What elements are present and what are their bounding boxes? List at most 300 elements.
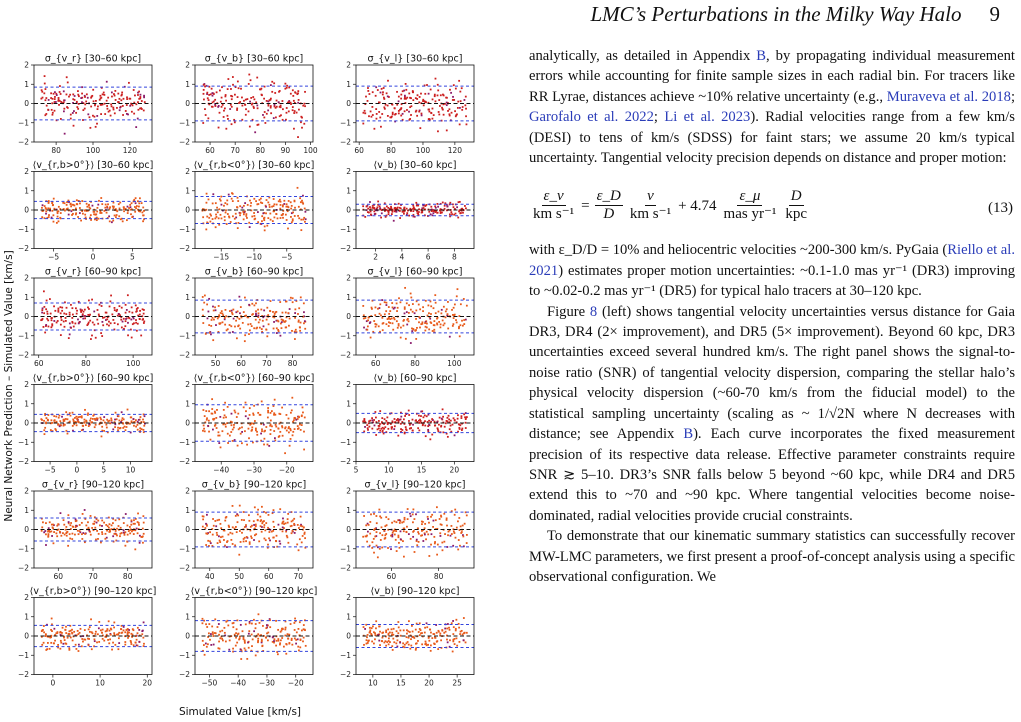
scatter-point xyxy=(443,306,445,308)
scatter-point xyxy=(364,112,366,114)
scatter-point xyxy=(241,431,243,433)
scatter-point xyxy=(111,313,113,315)
scatter-point xyxy=(114,419,116,421)
scatter-point xyxy=(406,109,408,111)
scatter-point xyxy=(221,97,223,99)
scatter-point xyxy=(270,412,272,414)
scatter-point xyxy=(110,295,112,297)
scatter-point xyxy=(412,508,414,510)
scatter-point xyxy=(114,112,116,114)
scatter-point xyxy=(431,533,433,535)
scatter-point xyxy=(48,326,50,328)
scatter-point xyxy=(121,327,123,329)
scatter-point xyxy=(459,633,461,635)
scatter-point xyxy=(244,648,246,650)
scatter-point xyxy=(381,640,383,642)
scatter-point xyxy=(212,317,214,319)
scatter-point xyxy=(412,514,414,516)
scatter-point xyxy=(97,520,99,522)
scatter-point xyxy=(144,415,146,417)
scatter-point xyxy=(252,638,254,640)
scatter-point xyxy=(208,324,210,326)
scatter-point xyxy=(434,541,436,543)
scatter-point xyxy=(72,322,74,324)
scatter-point xyxy=(54,640,56,642)
x-tick-label: 50 xyxy=(234,572,245,581)
scatter-point xyxy=(220,523,222,525)
scatter-point xyxy=(203,644,205,646)
scatter-point xyxy=(449,108,451,110)
text-run: ) estimates proper motion uncertainties: ~0.1-1.0 mas yr⁻¹ (DR3) improving to ~0.02-0.2 mas yr⁻¹ (DR5) for typical halo tracers at 30–120 kpc. xyxy=(529,262,1015,300)
scatter-point xyxy=(220,536,222,538)
scatter-point xyxy=(87,323,89,325)
scatter-point xyxy=(203,84,205,86)
scatter-point xyxy=(132,628,134,630)
scatter-point xyxy=(245,114,247,116)
scatter-point xyxy=(104,538,106,540)
scatter-point xyxy=(206,514,208,516)
scatter-point xyxy=(223,205,225,207)
scatter-point xyxy=(59,632,61,634)
scatter-point xyxy=(208,199,210,201)
scatter-point xyxy=(461,429,463,431)
scatter-point xyxy=(66,106,68,108)
scatter-point xyxy=(285,119,287,121)
scatter-point xyxy=(255,627,257,629)
scatter-point xyxy=(455,619,457,621)
citation-link[interactable]: Muraveva et al. 2018 xyxy=(886,88,1011,105)
scatter-point xyxy=(303,624,305,626)
scatter-point xyxy=(72,526,74,528)
scatter-point xyxy=(252,442,254,444)
scatter-point xyxy=(370,211,372,213)
scatter-point xyxy=(385,631,387,633)
scatter-point xyxy=(465,115,467,117)
scatter-point xyxy=(238,87,240,89)
scatter-point xyxy=(113,109,115,111)
scatter-point xyxy=(88,425,90,427)
scatter-point xyxy=(432,108,434,110)
scatter-point xyxy=(70,630,72,632)
scatter-point xyxy=(451,622,453,624)
scatter-point xyxy=(210,93,212,95)
scatter-point xyxy=(81,538,83,540)
scatter-point xyxy=(434,211,436,213)
scatter-point xyxy=(84,629,86,631)
scatter-point xyxy=(221,630,223,632)
x-tick-label: 60 xyxy=(53,572,64,581)
scatter-point xyxy=(98,200,100,202)
scatter-point xyxy=(304,417,306,419)
scatter-point xyxy=(283,646,285,648)
x-tick-label: −40 xyxy=(230,678,247,688)
scatter-point xyxy=(291,532,293,534)
scatter-point xyxy=(452,651,454,653)
scatter-point xyxy=(266,113,268,115)
scatter-point xyxy=(234,410,236,412)
scatter-point xyxy=(275,213,277,215)
text-run: To demonstrate that our kinematic summary statistics can successfully recover MW-LMC parameters, we first present a proof-of-concept analysis using a specific observational configuration. We xyxy=(529,528,1015,585)
scatter-point xyxy=(295,639,297,641)
scatter-point xyxy=(400,423,402,425)
scatter-point xyxy=(103,640,105,642)
scatter-point xyxy=(286,107,288,109)
scatter-point xyxy=(428,111,430,113)
scatter-point xyxy=(272,311,274,313)
scatter-point xyxy=(48,533,50,535)
x-tick-label: 4 xyxy=(399,252,405,262)
scatter-point xyxy=(385,630,387,632)
scatter-point xyxy=(122,220,124,222)
scatter-point xyxy=(464,205,466,207)
scatter-point xyxy=(71,214,73,216)
scatter-point xyxy=(64,639,66,641)
citation-link[interactable]: 8 xyxy=(589,303,598,320)
scatter-point xyxy=(270,107,272,109)
scatter-point xyxy=(434,94,436,96)
scatter-point xyxy=(90,534,92,536)
scatter-point xyxy=(248,110,250,112)
y-tick-label: 0 xyxy=(185,312,190,322)
scatter-point xyxy=(247,324,249,326)
scatter-point xyxy=(384,108,386,110)
scatter-point xyxy=(294,428,296,430)
scatter-point xyxy=(287,228,289,230)
scatter-point xyxy=(112,107,114,109)
scatter-point xyxy=(268,445,270,447)
citation-link[interactable]: Li et al. 2023 xyxy=(664,109,751,126)
scatter-point xyxy=(51,319,53,321)
y-tick-label: 2 xyxy=(24,167,29,177)
scatter-point xyxy=(430,305,432,307)
scatter-point xyxy=(97,204,99,206)
scatter-point xyxy=(53,305,55,307)
scatter-point xyxy=(60,642,62,644)
scatter-point xyxy=(280,105,282,107)
scatter-point xyxy=(203,425,205,427)
scatter-point xyxy=(255,623,257,625)
scatter-point xyxy=(363,626,365,628)
scatter-point xyxy=(216,409,218,411)
scatter-point xyxy=(287,633,289,635)
scatter-point xyxy=(374,314,376,316)
scatter-point xyxy=(253,198,255,200)
scatter-point xyxy=(424,330,426,332)
scatter-point xyxy=(276,204,278,206)
scatter-point xyxy=(461,109,463,111)
scatter-point xyxy=(409,513,411,515)
scatter-point xyxy=(384,207,386,209)
scatter-point xyxy=(286,301,288,303)
scatter-point xyxy=(225,212,227,214)
scatter-point xyxy=(238,639,240,641)
scatter-point xyxy=(396,320,398,322)
scatter-point xyxy=(300,296,302,298)
scatter-point xyxy=(424,523,426,525)
scatter-point xyxy=(133,322,135,324)
scatter-point xyxy=(67,433,69,435)
scatter-point xyxy=(284,452,286,454)
citation-link[interactable]: Garofalo et al. 2022 xyxy=(529,109,654,126)
scatter-point xyxy=(294,215,296,217)
scatter-point xyxy=(234,218,236,220)
scatter-point xyxy=(135,322,137,324)
y-tick-label: −2 xyxy=(178,670,190,680)
scatter-point xyxy=(373,643,375,645)
scatter-point xyxy=(262,320,264,322)
scatter-point xyxy=(386,323,388,325)
scatter-point xyxy=(261,401,263,403)
scatter-point xyxy=(382,329,384,331)
scatter-point xyxy=(228,194,230,196)
scatter-point xyxy=(386,641,388,643)
scatter-point xyxy=(219,90,221,92)
scatter-point xyxy=(249,126,251,128)
scatter-point xyxy=(60,212,62,214)
scatter-point xyxy=(430,112,432,114)
panel-1 xyxy=(18,54,152,156)
scatter-point xyxy=(97,309,99,311)
scatter-point xyxy=(240,88,242,90)
scatter-point xyxy=(138,98,140,100)
scatter-point xyxy=(459,335,461,337)
scatter-point xyxy=(458,80,460,82)
y-tick-label: 2 xyxy=(346,273,351,283)
scatter-point xyxy=(418,415,420,417)
scatter-point xyxy=(106,323,108,325)
scatter-point xyxy=(387,207,389,209)
scatter-point xyxy=(284,83,286,85)
scatter-point xyxy=(399,109,401,111)
scatter-point xyxy=(260,414,262,416)
x-tick-label: 60 xyxy=(33,359,44,368)
scatter-point xyxy=(452,633,454,635)
scatter-point xyxy=(267,217,269,219)
panel-13 xyxy=(18,480,152,582)
scatter-point xyxy=(59,425,61,427)
scatter-point xyxy=(237,521,239,523)
scatter-point xyxy=(367,634,369,636)
scatter-point xyxy=(262,521,264,523)
scatter-point xyxy=(434,95,436,97)
scatter-point xyxy=(82,641,84,643)
y-tick-label: −1 xyxy=(178,650,190,660)
scatter-point xyxy=(250,202,252,204)
x-tick-label: 60 xyxy=(236,359,246,368)
scatter-point xyxy=(366,636,368,638)
scatter-point xyxy=(376,113,378,115)
scatter-point xyxy=(114,215,116,217)
scatter-point xyxy=(96,115,98,117)
scatter-point xyxy=(368,212,370,214)
y-tick-label: 0 xyxy=(346,631,351,641)
citation-link[interactable]: B xyxy=(756,48,767,64)
scatter-point xyxy=(237,227,239,229)
scatter-point xyxy=(375,86,377,88)
scatter-point xyxy=(376,522,378,524)
page-header xyxy=(560,2,1000,30)
scatter-point xyxy=(286,87,288,89)
scatter-point xyxy=(405,426,407,428)
scatter-point xyxy=(267,412,269,414)
y-tick-label: 2 xyxy=(24,273,29,283)
scatter-point xyxy=(225,641,227,643)
scatter-point xyxy=(68,521,70,523)
scatter-point xyxy=(394,534,396,536)
y-tick-label: −1 xyxy=(339,118,351,128)
scatter-point xyxy=(384,538,386,540)
scatter-point xyxy=(417,94,419,96)
scatter-point xyxy=(243,406,245,408)
scatter-point xyxy=(277,638,279,640)
scatter-point xyxy=(408,93,410,95)
scatter-point xyxy=(398,100,400,102)
scatter-point xyxy=(66,204,68,206)
scatter-point xyxy=(408,410,410,412)
scatter-point xyxy=(244,202,246,204)
scatter-point xyxy=(65,529,67,531)
scatter-point xyxy=(362,205,364,207)
scatter-point xyxy=(60,535,62,537)
scatter-point xyxy=(258,540,260,542)
scatter-point xyxy=(232,84,234,86)
scatter-point xyxy=(397,207,399,209)
scatter-point xyxy=(406,324,408,326)
scatter-point xyxy=(237,445,239,447)
x-tick-label: 0 xyxy=(74,465,80,475)
scatter-point xyxy=(411,328,413,330)
scatter-point xyxy=(117,648,119,650)
scatter-point xyxy=(464,416,466,418)
scatter-point xyxy=(125,513,127,515)
scatter-point xyxy=(137,429,139,431)
scatter-point xyxy=(118,420,120,422)
scatter-point xyxy=(92,322,94,324)
citation-link[interactable]: B xyxy=(683,426,694,443)
scatter-point xyxy=(78,323,80,325)
scatter-point xyxy=(432,212,434,214)
scatter-point xyxy=(84,317,86,319)
scatter-point xyxy=(437,430,439,432)
scatter-point xyxy=(127,534,129,536)
scatter-point xyxy=(106,100,108,102)
citation-link[interactable]: Riello et al. 2021 xyxy=(529,242,1015,279)
y-tick-label: 1 xyxy=(346,612,351,622)
panel-title: ⟨v_{r,b<0°}⟩ [60–90 kpc] xyxy=(193,373,315,384)
scatter-point xyxy=(450,211,452,213)
scatter-point xyxy=(267,544,269,546)
scatter-point xyxy=(420,535,422,537)
scatter-point xyxy=(456,322,458,324)
scatter-point xyxy=(120,527,122,529)
scatter-point xyxy=(249,200,251,202)
scatter-point xyxy=(90,219,92,221)
scatter-point xyxy=(226,199,228,201)
scatter-point xyxy=(45,633,47,635)
scatter-point xyxy=(413,206,415,208)
scatter-point xyxy=(208,623,210,625)
scatter-point xyxy=(119,305,121,307)
scatter-point xyxy=(44,75,46,77)
scatter-point xyxy=(254,218,256,220)
scatter-point xyxy=(440,639,442,641)
x-tick-label: 50 xyxy=(210,359,221,368)
scatter-point xyxy=(407,630,409,632)
scatter-point xyxy=(253,520,255,522)
scatter-point xyxy=(396,91,398,93)
scatter-point xyxy=(454,420,456,422)
scatter-point xyxy=(300,121,302,123)
scatter-point xyxy=(241,97,243,99)
scatter-point xyxy=(434,294,436,296)
scatter-point xyxy=(56,222,58,224)
scatter-point xyxy=(433,114,435,116)
scatter-point xyxy=(59,420,61,422)
scatter-point xyxy=(446,308,448,310)
scatter-point xyxy=(448,419,450,421)
scatter-point xyxy=(294,338,296,340)
scatter-point xyxy=(419,308,421,310)
scatter-point xyxy=(420,632,422,634)
scatter-point xyxy=(137,532,139,534)
y-tick-label: 0 xyxy=(24,99,29,109)
scatter-point xyxy=(429,438,431,440)
scatter-point xyxy=(103,416,105,418)
y-tick-label: −1 xyxy=(339,331,351,341)
scatter-point xyxy=(67,82,69,84)
scatter-point xyxy=(393,530,395,532)
scatter-point xyxy=(54,98,56,100)
scatter-point xyxy=(117,323,119,325)
scatter-point xyxy=(102,638,104,640)
scatter-point xyxy=(448,415,450,417)
scatter-point xyxy=(428,414,430,416)
scatter-point xyxy=(385,533,387,535)
scatter-point xyxy=(377,308,379,310)
panel-title: σ_{v_l} [60–90 kpc] xyxy=(367,266,463,278)
scatter-point xyxy=(282,217,284,219)
scatter-point xyxy=(394,425,396,427)
scatter-point xyxy=(206,417,208,419)
scatter-point xyxy=(119,314,121,316)
y-tick-label: 1 xyxy=(346,186,351,196)
panel-11 xyxy=(179,373,314,475)
scatter-point xyxy=(56,535,58,537)
scatter-point xyxy=(72,425,74,427)
scatter-point xyxy=(50,642,52,644)
scatter-point xyxy=(435,519,437,521)
scatter-point xyxy=(375,627,377,629)
scatter-point xyxy=(70,304,72,306)
scatter-point xyxy=(271,206,273,208)
scatter-point xyxy=(136,330,138,332)
scatter-point xyxy=(436,506,438,508)
scatter-point xyxy=(101,531,103,533)
scatter-point xyxy=(60,334,62,336)
scatter-point xyxy=(294,110,296,112)
scatter-point xyxy=(234,439,236,441)
scatter-point xyxy=(305,218,307,220)
scatter-point xyxy=(455,630,457,632)
scatter-point xyxy=(273,638,275,640)
scatter-point xyxy=(410,515,412,517)
scatter-point xyxy=(290,412,292,414)
scatter-point xyxy=(212,339,214,341)
y-tick-label: 0 xyxy=(346,525,351,535)
scatter-point xyxy=(142,308,144,310)
scatter-point xyxy=(433,329,435,331)
scatter-point xyxy=(410,114,412,116)
